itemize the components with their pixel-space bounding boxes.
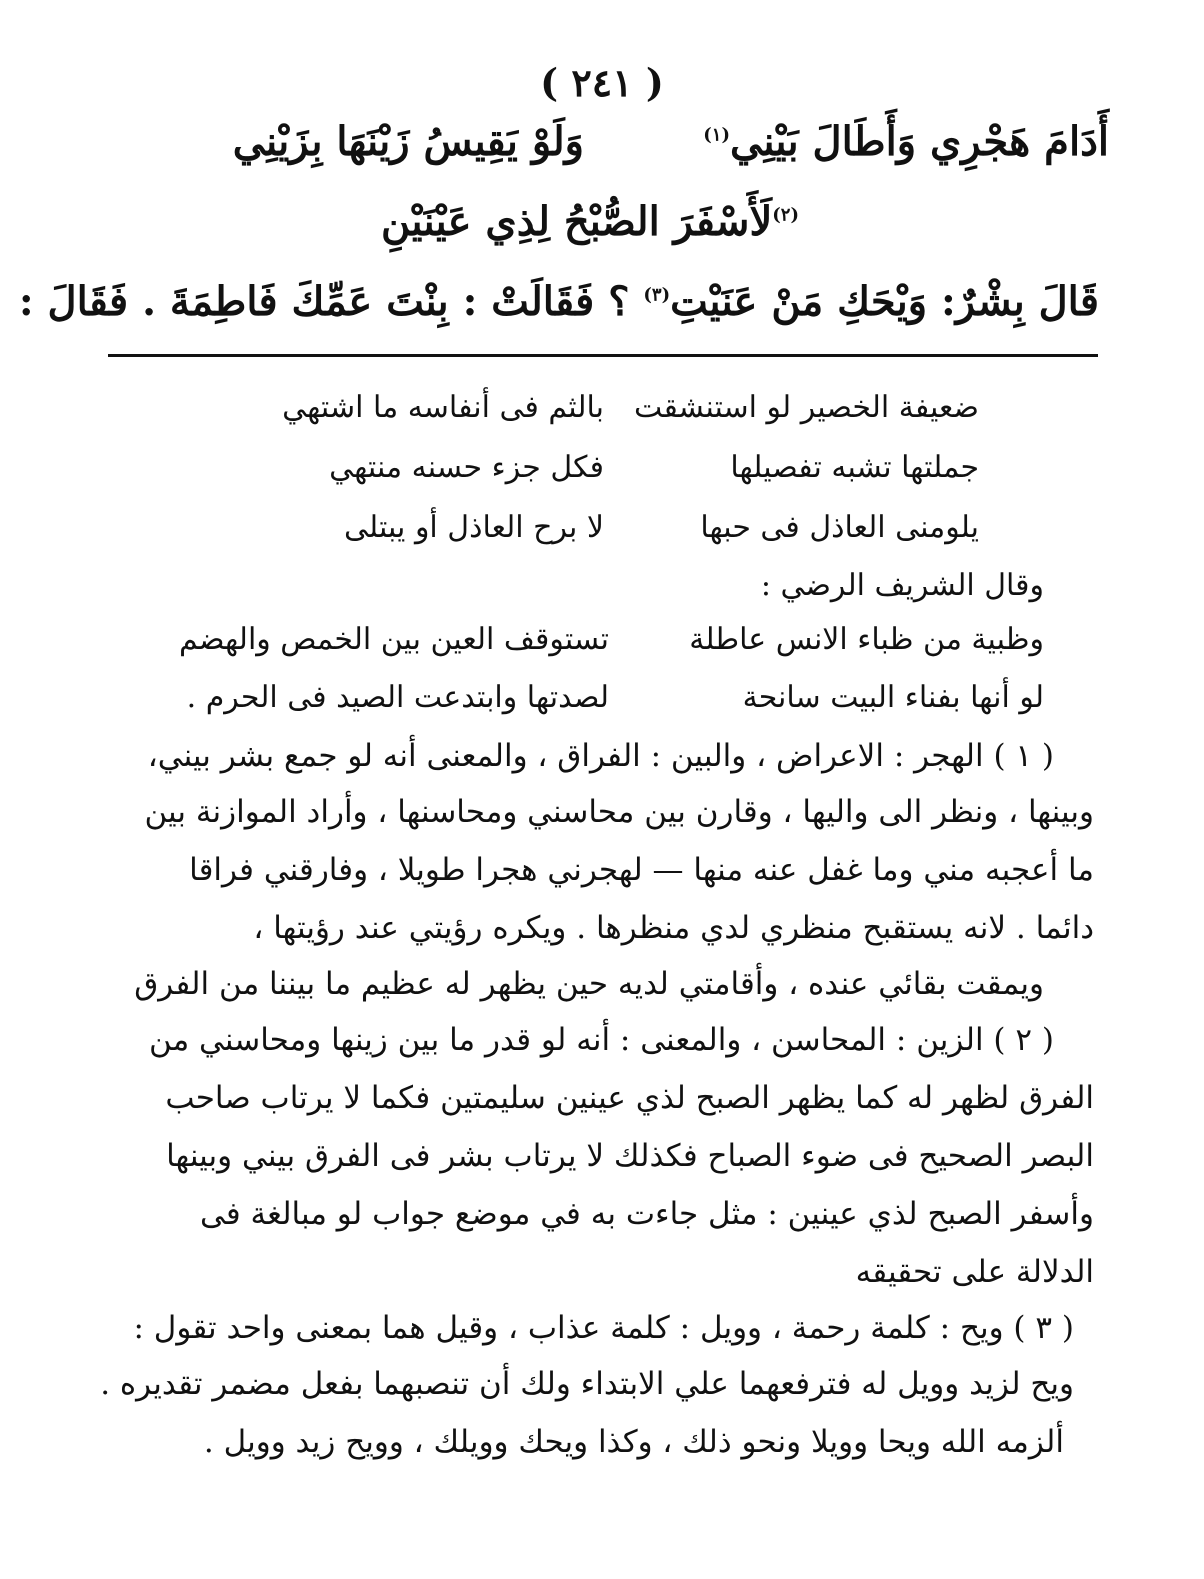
quote-verse-2-b: فكل جزء حسنه منتهي (329, 450, 604, 485)
note-line-13: ألزمه الله ويحا وويلا ونحو ذلك ، وكذا ويحك وويلك ، وويح زيد وويل . (203, 1424, 1064, 1460)
note-line-5: ويمقت بقائي عنده ، وأقامتي لديه حين يظهر له عظيم ما بيننا من الفرق (134, 966, 1044, 1002)
poem-verse-2 (381, 198, 799, 245)
quote-verse-3-a: يلومنى العاذل فى حبها (700, 510, 979, 545)
note-line-10: الدلالة على تحقيقه (855, 1254, 1094, 1290)
footnote-marker-1: (١) (703, 124, 730, 146)
note-line-6: ( ٢ ) الزين : المحاسن ، والمعنى : أنه لو قدر ما بين زينها ومحاسني من (148, 1022, 1054, 1058)
prose-line (19, 278, 1099, 325)
quote-verse-2-a: جملتها تشبه تفصيلها (730, 450, 979, 485)
note-line-11: ( ٣ ) ويح : كلمة رحمة ، وويل : كلمة عذاب ، وقيل هما بمعنى واحد تقول : (133, 1310, 1074, 1346)
intro-sharif: وقال الشريف الرضي : (760, 568, 1044, 603)
sharif-verse-1-a: وظبية من ظباء الانس عاطلة (689, 622, 1044, 657)
quote-verse-1-b: بالثم فى أنفاسه ما اشتهي (282, 390, 604, 425)
note-line-7: الفرق لظهر له كما يظهر الصبح لذي عينين سليمتين فكما لا يرتاب صاحب (165, 1080, 1094, 1116)
note-line-12: ويح لزيد وويل له فترفعهما علي الابتداء ولك أن تنصبهما بفعل مضمر تقديره . (100, 1366, 1074, 1402)
poem-verse-1-second-hemistich (233, 118, 584, 165)
poem-verse-1-first-hemistich (703, 118, 1109, 165)
verse2-text: لَأَسْفَرَ الصُّبْحُ لِذِي عَيْنَيْنِ (380, 198, 773, 245)
sharif-verse-2-a: لو أنها بفناء البيت سانحة (742, 680, 1044, 715)
note-line-1: ( ١ ) الهجر : الاعراض ، والبين : الفراق ، والمعنى أنه لو جمع بشر بيني، (147, 738, 1054, 774)
page-number: ( ٢٤١ ) (540, 60, 664, 105)
footnote-marker-3: (٣) (643, 284, 671, 306)
note-line-8: البصر الصحيح فى ضوء الصباح فكذلك لا يرتاب بشر فى الفرق بيني وبينها (166, 1138, 1094, 1174)
note-line-9: وأسفر الصبح لذي عينين : مثل جاءت به في موضع جواب لو مبالغة فى (199, 1196, 1094, 1232)
verse1-b-text: وَلَوْ يَقِيسُ زَيْنَهَا بِزَيْنِي (232, 118, 584, 165)
prose-a-text: قَالَ بِشْرٌ: وَيْحَكِ مَنْ عَنَيْتِ (670, 278, 1099, 325)
quote-verse-1-a: ضعيفة الخصير لو استنشقت (634, 390, 979, 425)
footnote-marker-2: (٢) (772, 204, 799, 226)
note-line-3: ما أعجبه مني وما غفل عنه منها — لهجرني هجرا طويلا ، وفارقني فراقا (189, 852, 1094, 888)
note-line-4: دائما . لانه يستقبح منظري لدي منظرها . ويكره رؤيتي عند رؤيتها ، (253, 910, 1094, 946)
prose-b-text: ؟ فَقَالَتْ : بِنْتَ عَمِّكَ فَاطِمَةَ . فَقَالَ : (18, 278, 630, 325)
footnote-divider (108, 354, 1098, 357)
sharif-verse-1-b: تستوقف العين بين الخمص والهضم (179, 622, 609, 657)
sharif-verse-2-b: لصدتها وابتدعت الصيد فى الحرم . (186, 680, 609, 715)
quote-verse-3-b: لا برح العاذل أو يبتلى (344, 510, 604, 545)
note-line-2: وبينها ، ونظر الى واليها ، وقارن بين محاسني ومحاسنها ، وأراد الموازنة بين (144, 794, 1094, 830)
verse1-a-text: أَدَامَ هَجْرِي وَأَطَالَ بَيْنِي (729, 118, 1109, 165)
